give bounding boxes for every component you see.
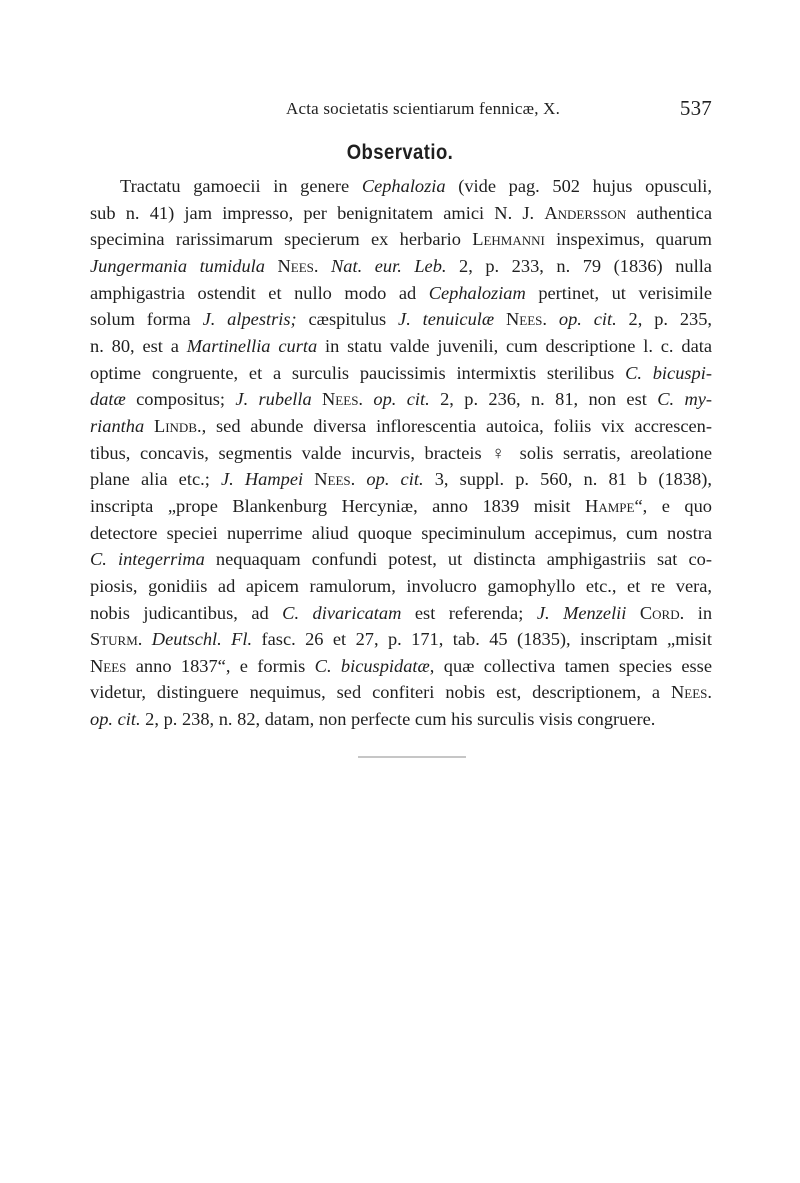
italic-run: J. rubella [235, 389, 312, 410]
text-line [90, 413, 712, 440]
text-run: n. 80, est a [90, 335, 187, 356]
text-line [90, 440, 712, 467]
italic-run: C. divaricatam [282, 602, 402, 623]
small-caps-name: Nees [90, 655, 127, 676]
small-caps-name: Lindb. [153, 415, 202, 436]
text-line [90, 466, 712, 493]
text-line [90, 253, 712, 280]
text-run [363, 389, 373, 409]
text-run [265, 256, 278, 276]
text-run: specimina rarissimarum specierum ex herbario [90, 229, 473, 250]
text-line [90, 386, 712, 413]
text-line [90, 173, 712, 200]
text-run: , quæ collectiva tamen species esse [429, 655, 712, 676]
italic-run: Deutschl. Fl. [151, 629, 253, 650]
text-line [90, 546, 712, 573]
text-run: inscripta „prope Blankenburg Hercyniæ, anno 1839 misit [90, 495, 586, 516]
text-line [90, 306, 712, 333]
small-caps-name: Nees. [277, 255, 319, 276]
italic-run: C. my- [657, 389, 713, 410]
small-caps-name: Lehmanni [472, 229, 545, 250]
italic-run: C. bicuspidatæ [314, 655, 430, 676]
italic-run: datæ [90, 389, 126, 410]
text-run [312, 389, 322, 409]
text-run: (vide pag. 502 hujus opusculi, [445, 176, 712, 196]
italic-run: J. Menzelii [536, 602, 627, 623]
small-caps-name: Hampe [585, 495, 635, 516]
italic-run: op. cit. [558, 309, 617, 330]
text-line [90, 493, 712, 520]
text-run: videtur, distinguere nequimus, sed confiteri nobis est, descriptionem, a [90, 682, 671, 703]
text-run: , sed abunde diversa inflorescentia autoica, foliis vix accrescen- [201, 415, 712, 436]
text-run: Tractatu gamoecii in genere [120, 176, 362, 196]
text-run: inspeximus, quarum [544, 229, 712, 250]
text-line [90, 520, 712, 547]
small-caps-name: Cord. [639, 602, 685, 623]
text-run [319, 256, 332, 276]
small-caps-name: Nees. [506, 309, 548, 330]
italic-run: Nat. eur. Leb. [331, 255, 447, 276]
italic-run: op. cit. [373, 389, 430, 410]
italic-run: op. cit. [366, 469, 424, 490]
small-caps-name: Nees. [671, 682, 712, 703]
running-head [286, 96, 712, 125]
text-run: nobis judicantibus, ad [90, 602, 283, 623]
text-line [90, 706, 712, 733]
text-run: anno 1837“, e formis [126, 655, 315, 676]
small-caps-name: Andersson [544, 202, 627, 223]
text-run: solum forma [90, 309, 203, 330]
text-run: nequaquam confundi potest, ut distincta amphigastriis sat co- [204, 549, 712, 570]
italic-run: C. bicuspi- [625, 362, 712, 383]
italic-run: op. cit. [90, 709, 141, 730]
small-caps-name: Sturm. [90, 629, 143, 650]
italic-run: C. integerrima [90, 549, 205, 570]
running-title: Acta societatis scientiarum fennicæ, X. [286, 99, 561, 118]
text-line [90, 573, 712, 600]
text-run [626, 603, 640, 623]
text-line [90, 626, 712, 653]
text-run: in [684, 602, 713, 623]
text-line [90, 280, 712, 307]
italic-run: Martinellia curta [186, 335, 318, 356]
text-run: optime congruente, et a surculis paucissimis intermixtis sterilibus [90, 362, 626, 383]
text-run [355, 469, 366, 489]
text-run: amphigastria ostendit et nullo modo ad [90, 282, 429, 303]
end-rule [358, 756, 466, 758]
text-run: 3, suppl. p. 560, n. 81 b (1838), [423, 469, 712, 490]
text-line [90, 600, 712, 627]
body-paragraph [90, 173, 712, 733]
text-run [142, 629, 151, 649]
text-run: piosis, gonidiis ad apicem ramulorum, involucro gamophyllo etc., et re vera, [90, 575, 712, 596]
text-run: detectore speciei nuperrime aliud quoque speciminulum accepimus, cum nostra [90, 522, 712, 543]
text-run: pertinet, ut verisimile [525, 282, 712, 303]
page-number: 537 [679, 96, 712, 120]
small-caps-name: Nees. [314, 469, 356, 490]
text-line [90, 226, 712, 253]
italic-run: Cephaloziam [428, 282, 526, 303]
text-run: 2, p. 238, n. 82, datam, non perfecte cum his surculis visis congruere. [140, 709, 656, 730]
text-line [90, 360, 712, 387]
text-run: 2, p. 233, n. 79 (1836) nulla [446, 255, 712, 276]
text-run: compositus; [125, 389, 236, 410]
italic-run: Cephalozia [361, 176, 446, 196]
section-heading: Observatio. [346, 141, 454, 164]
text-run: “, e quo [634, 495, 712, 516]
text-line [90, 653, 712, 680]
text-line [90, 200, 712, 227]
text-run [547, 309, 559, 329]
text-run: fasc. 26 et 27, p. 171, tab. 45 (1835), inscriptam „misit [252, 629, 712, 650]
text-run [303, 469, 314, 489]
italic-run: J. alpestris; [202, 309, 297, 330]
italic-run: J. tenuiculæ [398, 309, 495, 330]
italic-run: Jungermania tumidula [90, 255, 265, 276]
text-run: 2, p. 235, [616, 309, 713, 330]
text-run: plane alia etc.; [90, 469, 221, 490]
small-caps-name: Nees. [322, 389, 364, 410]
text-run: in statu valde juvenili, cum descriptione l. c. data [317, 335, 712, 356]
italic-run: J. Hampei [220, 469, 304, 490]
text-run [144, 416, 154, 436]
text-run: tibus, concavis, segmentis valde incurvis, bracteis ♀ solis serratis, areolatione [90, 442, 712, 463]
text-run: authentica [626, 202, 712, 223]
text-run: sub n. 41) jam impresso, per benignitatem amici N. J. [90, 202, 545, 223]
italic-run: riantha [90, 415, 145, 436]
text-run: cæspitulus [296, 309, 399, 330]
text-run: est referenda; [401, 602, 537, 623]
text-line [90, 333, 712, 360]
text-line [90, 679, 712, 706]
text-run [494, 309, 506, 329]
text-run: 2, p. 236, n. 81, non est [429, 389, 658, 410]
